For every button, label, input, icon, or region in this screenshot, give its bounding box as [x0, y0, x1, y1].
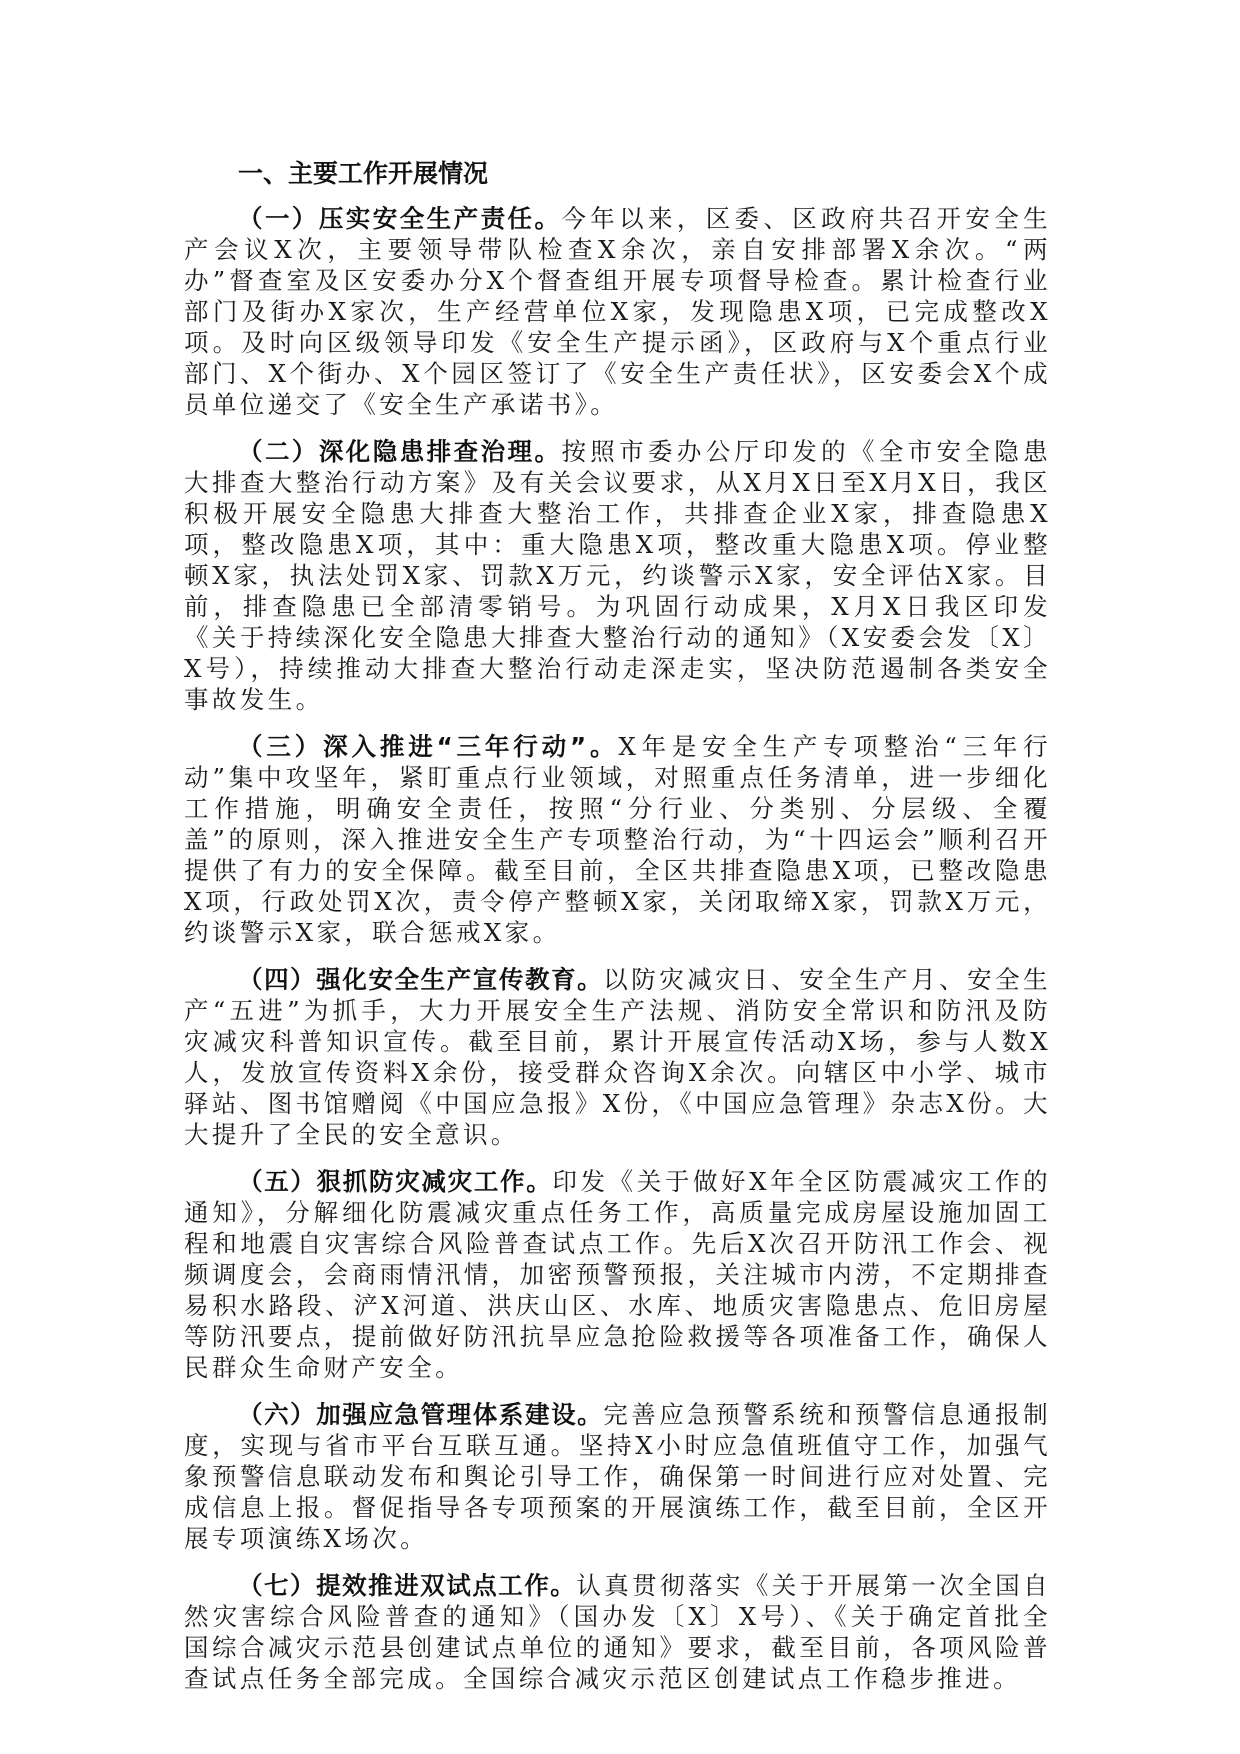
paragraph-body: 完善应急预警系统和预警信息通报制度，实现与省市平台互联互通。坚持X小时应急值班值守工作，加强气象预警信息联动发布和舆论引导工作，确保第一时间进行应对处置、完成信息上报。督促指导各专项预案的开展演练工作，截至目前，全区开展专项演练X场次。 — [184, 1400, 1052, 1553]
paragraph-7 — [184, 1570, 1051, 1694]
paragraph-4 — [184, 964, 1051, 1150]
paragraph-body: 印发《关于做好X年全区防震减灾工作的通知》，分解细化防震减灾重点任务工作，高质量完成房屋设施加固工程和地震自灾害综合风险普查试点工作。先后X次召开防汛工作会、视频调度会，会商雨情汛情，加密预警预报，关注城市内涝，不定期排查易积水路段、浐X河道、洪庆山区、水库、地质灾害隐患点、危旧房屋等防汛要点，提前做好防汛抗旱应急抢险救援等各项准备工作，确保人民群众生命财产安全。 — [184, 1167, 1052, 1382]
paragraph-lead: （一）压实安全生产责任。 — [238, 204, 562, 233]
document-page — [184, 158, 1051, 1710]
paragraph-3 — [184, 731, 1051, 948]
paragraph-lead: （三）深入推进“三年行动”。 — [238, 732, 619, 761]
paragraph-lead: （二）深化隐患排查治理。 — [238, 437, 562, 466]
paragraph-2 — [184, 436, 1051, 715]
paragraph-body: 认真贯彻落实《关于开展第一次全国自然灾害综合风险普查的通知》（国办发〔X〕X号）、《关于确定首批全国综合减灾示范县创建试点单位的通知》要求，截至目前，各项风险普查试点任务全部完成。全国综合减灾示范区创建试点工作稳步推进。 — [184, 1571, 1051, 1693]
paragraph-body: 今年以来，区委、区政府共召开安全生产会议X次，主要领导带队检查X余次，亲自安排部署X余次。“两办”督查室及区安委办分X个督查组开展专项督导检查。累计检查行业部门及街办X家次，生产经营单位X家，发现隐患X项，已完成整改X项。及时向区级领导印发《安全生产提示函》，区政府与X个重点行业部门、X个街办、X个园区签订了《安全生产责任状》，区安委会X个成员单位递交了《安全生产承诺书》。 — [184, 204, 1051, 419]
paragraph-lead: （四）强化安全生产宣传教育。 — [238, 965, 604, 994]
paragraph-body: X年是安全生产专项整治“三年行动”集中攻坚年，紧盯重点行业领域，对照重点任务清单，进一步细化工作措施，明确安全责任，按照“分行业、分类别、分层级、全覆盖”的原则，深入推进安全生产专项整治行动，为“十四运会”顺利召开提供了有力的安全保障。截至目前，全区共排查隐患X项，已整改隐患X项，行政处罚X次，责令停产整顿X家，关闭取缔X家，罚款X万元，约谈警示X家，联合惩戒X家。 — [184, 732, 1052, 947]
paragraph-5 — [184, 1166, 1051, 1383]
section-heading: 一、主要工作开展情况 — [238, 159, 489, 188]
paragraph-6 — [184, 1399, 1051, 1554]
paragraph-1 — [184, 203, 1051, 420]
paragraph-body: 以防灾减灾日、安全生产月、安全生产“五进”为抓手，大力开展安全生产法规、消防安全常识和防汛及防灾减灾科普知识宣传。截至目前，累计开展宣传活动X场，参与人数X人，发放宣传资料X余份，接受群众咨询X余次。向辖区中小学、城市驿站、图书馆赠阅《中国应急报》X份，《中国应急管理》杂志X份。大大提升了全民的安全意识。 — [184, 965, 1052, 1149]
paragraph-lead: （六）加强应急管理体系建设。 — [238, 1400, 604, 1429]
paragraph-lead: （五）狠抓防灾减灾工作。 — [238, 1167, 553, 1196]
paragraph-lead: （七）提效推进双试点工作。 — [238, 1571, 577, 1600]
paragraph-body: 按照市委办公厅印发的《全市安全隐患大排查大整治行动方案》及有关会议要求，从X月X日至X月X日，我区积极开展安全隐患大排查大整治工作，共排查企业X家，排查隐患X项，整改隐患X项，其中：重大隐患X项，整改重大隐患X项。停业整顿X家，执法处罚X家、罚款X万元，约谈警示X家，安全评估X家。目前，排查隐患已全部清零销号。为巩固行动成果，X月X日我区印发《关于持续深化安全隐患大排查大整治行动的通知》（X安委会发〔X〕X号），持续推动大排查大整治行动走深走实，坚决防范遏制各类安全事故发生。 — [184, 437, 1051, 714]
